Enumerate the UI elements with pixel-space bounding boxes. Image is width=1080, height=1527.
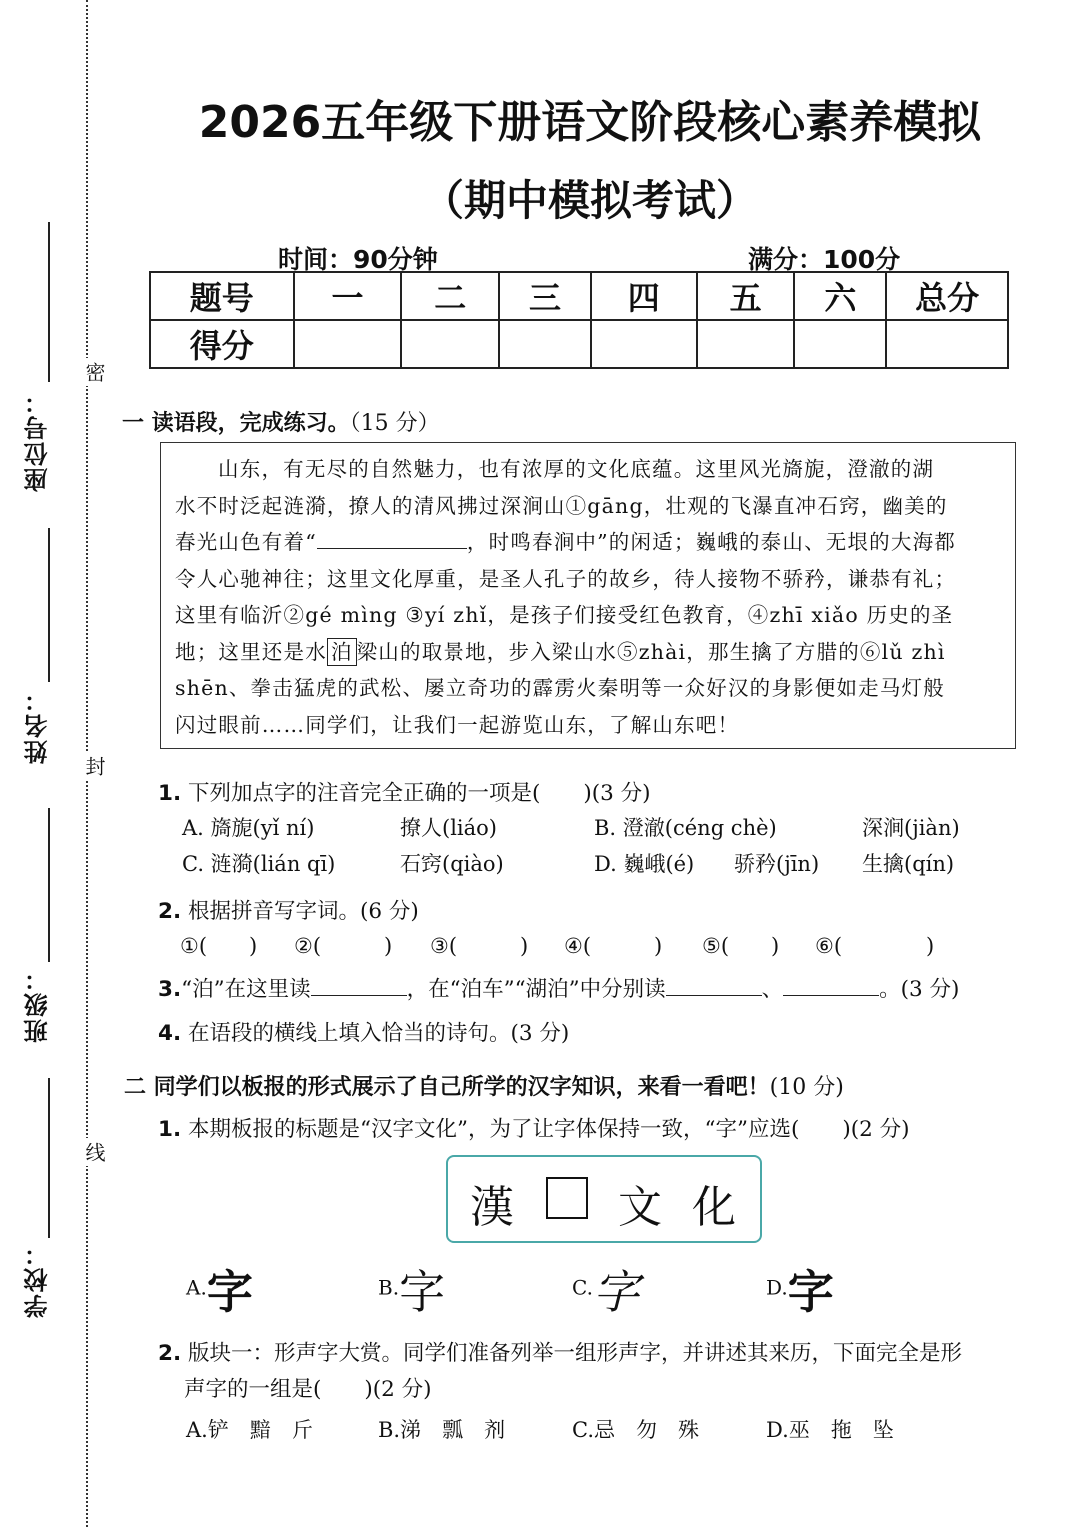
- score-row-label: 得分: [150, 320, 294, 368]
- seat-number-line[interactable]: [48, 222, 50, 382]
- option-a[interactable]: A.铲 黯 斤: [186, 1418, 313, 1442]
- question-stem: 声字的一组是( ): [184, 1377, 373, 1402]
- question-points: (3 分): [900, 977, 960, 1002]
- passage-line: 山东，有无尽的自然魅力，也有浓厚的文化底蕴。这里风光旖旎，澄澈的湖: [218, 457, 935, 481]
- exam-title: 2026五年级下册语文阶段核心素养模拟: [198, 97, 982, 148]
- score-header-cell: 四: [591, 272, 697, 320]
- answer-blank[interactable]: [783, 977, 879, 996]
- char-option-d[interactable]: [766, 1256, 834, 1322]
- question-number: 1.: [158, 1117, 182, 1142]
- name-label: 姓名：: [23, 686, 52, 764]
- binding-mark-mi: 密: [80, 358, 109, 386]
- answer-blank[interactable]: [666, 977, 762, 996]
- answer-slot-4[interactable]: ④( ): [564, 934, 663, 958]
- answer-slot-2[interactable]: ②( ): [294, 934, 393, 958]
- question-number: 2.: [158, 1341, 182, 1366]
- score-cell[interactable]: [499, 320, 591, 368]
- option-label: C.: [572, 1275, 593, 1300]
- question-2-1: [158, 1112, 910, 1143]
- section-2-heading: [124, 1070, 844, 1101]
- binding-mark-xian: 线: [80, 1138, 109, 1166]
- passage-line: 闪过眼前……同学们，让我们一起游览山东，了解山东吧！: [175, 712, 740, 737]
- option-glyph: 字: [592, 1265, 639, 1319]
- question-2-2-continued: [184, 1372, 432, 1403]
- question-stem: “泊”在这里读: [181, 977, 311, 1002]
- score-cell[interactable]: [294, 320, 402, 368]
- option-c-2: 石窍(qiào): [400, 852, 504, 876]
- section-2-title: 二 同学们以板报的形式展示了自己所学的汉字知识，来看一看吧！: [124, 1075, 770, 1100]
- seal-char-wen: 文: [618, 1182, 662, 1233]
- passage-line: shēn、拳击猛虎的武松、屡立奇功的霹雳火秦明等一众好汉的身影便如走马灯般: [175, 676, 945, 700]
- option-c-1[interactable]: C. 涟漪(lián qī): [182, 852, 336, 876]
- score-header-cell: 题号: [150, 272, 294, 320]
- score-header-cell: 一: [294, 272, 402, 320]
- passage-text: 地；这里还是水: [175, 639, 327, 664]
- score-header-cell: 五: [697, 272, 795, 320]
- section-2-points: (10 分): [769, 1075, 844, 1100]
- passage-line: 水不时泛起涟漪，撩人的清风拂过深涧山①gāng，壮观的飞瀑直冲石窍，幽美的: [175, 493, 948, 518]
- score-cell[interactable]: [697, 320, 795, 368]
- option-b-2: 深涧(jiàn): [862, 816, 960, 840]
- question-points: (2 分): [850, 1117, 910, 1142]
- question-stem: ，在“泊车”“湖泊”中分别读: [406, 977, 666, 1002]
- option-b[interactable]: B.涕 瓢 剂: [378, 1418, 506, 1442]
- question-stem: 根据拼音写字词。: [187, 899, 360, 924]
- blackboard-title-banner: [446, 1155, 762, 1243]
- passage-text: 春光山色有着“: [175, 530, 317, 554]
- passage-line: [175, 524, 1001, 561]
- class-line[interactable]: [48, 808, 50, 962]
- char-option-b[interactable]: [378, 1256, 445, 1322]
- passage-line: 这里有临沂②gé mìng ③yí zhǐ，是孩子们接受红色教育，④zhī xiǎo 历史的圣: [175, 603, 954, 627]
- question-1-1: [158, 776, 651, 807]
- school-line[interactable]: [48, 1078, 50, 1238]
- question-stem: 在语段的横线上填入恰当的诗句。: [187, 1021, 511, 1046]
- score-header-cell: 二: [401, 272, 499, 320]
- reading-passage: [160, 442, 1016, 749]
- question-2-2: [158, 1336, 1038, 1367]
- question-stem: 、: [761, 977, 784, 1002]
- question-points: (3 分): [510, 1021, 570, 1046]
- question-number: 4.: [158, 1021, 182, 1046]
- seal-char-hua: 化: [692, 1182, 736, 1233]
- option-label: A.: [186, 1275, 207, 1300]
- question-points: (2 分): [372, 1377, 432, 1402]
- score-cell[interactable]: [886, 320, 1008, 368]
- answer-slot-1[interactable]: ①( ): [180, 934, 258, 958]
- question-points: (6 分): [360, 899, 419, 924]
- score-header-cell: 六: [794, 272, 886, 320]
- option-label: D.: [766, 1275, 788, 1300]
- question-points: (3 分): [591, 781, 651, 806]
- score-cell[interactable]: [591, 320, 697, 368]
- question-number: 3.: [158, 977, 182, 1002]
- question-1-2: [158, 894, 419, 925]
- question-stem: 下列加点字的注音完全正确的一项是( ): [187, 781, 592, 806]
- question-stem: 版块一：形声字大赏。同学们准备列举一组形声字，并讲述其来历，下面完全是形: [187, 1341, 962, 1366]
- section-1-heading: [122, 406, 440, 437]
- binding-mark-feng: 封: [80, 752, 109, 780]
- option-c[interactable]: C.忌 勿 殊: [572, 1418, 699, 1442]
- option-d-2: 骄矜(jīn): [734, 852, 820, 876]
- question-number: 2.: [158, 899, 182, 924]
- answer-blank[interactable]: [311, 977, 407, 996]
- question-stem: 。: [879, 977, 901, 1002]
- passage-line: [175, 634, 1001, 671]
- question-stem: 本期板报的标题是“汉字文化”，为了让字体保持一致，“字”应选( ): [187, 1117, 851, 1142]
- question-1-4: [158, 1016, 569, 1047]
- exam-full-score: 满分：100分: [748, 245, 901, 274]
- char-option-c[interactable]: [572, 1256, 639, 1322]
- exam-time: 时间：90分钟: [278, 245, 438, 274]
- option-glyph: 字: [399, 1267, 446, 1318]
- poem-blank[interactable]: [317, 528, 467, 549]
- score-table-header-row: [150, 272, 1008, 320]
- score-cell[interactable]: [794, 320, 886, 368]
- exam-subtitle: （期中模拟考试）: [421, 176, 758, 225]
- seat-number-label: 座位号：: [23, 388, 52, 492]
- question-number: 1.: [158, 781, 182, 806]
- score-table: [149, 271, 1009, 369]
- char-option-a[interactable]: [186, 1256, 253, 1322]
- option-label: B.: [378, 1275, 400, 1300]
- answer-slot-6[interactable]: ⑥( ): [815, 934, 935, 958]
- answer-slot-3[interactable]: ③( ): [430, 934, 529, 958]
- score-cell[interactable]: [401, 320, 499, 368]
- option-a-1[interactable]: A. 旖旎(yǐ ní): [182, 816, 315, 840]
- option-glyph: 字: [787, 1265, 834, 1319]
- section-1-title: 一 读语段，完成练习。: [122, 411, 350, 436]
- option-d[interactable]: D.巫 拖 坠: [766, 1418, 894, 1442]
- passage-text: ，时鸣春涧中”的闲适；巍峨的泰山、无垠的大海都: [466, 530, 956, 554]
- school-label: 学校：: [23, 1240, 52, 1318]
- boxed-character: 泊: [327, 638, 357, 666]
- score-table-score-row: [150, 320, 1008, 368]
- score-header-cell: 三: [499, 272, 591, 320]
- passage-line: 令人心驰神往；这里文化厚重，是圣人孔子的故乡，待人接物不骄矜，谦恭有礼；: [175, 566, 957, 591]
- option-d-3: 生擒(qín): [862, 852, 955, 876]
- score-header-cell: 总分: [886, 272, 1008, 320]
- seal-char-han: 漢: [470, 1182, 514, 1233]
- name-line[interactable]: [48, 528, 50, 682]
- question-1-3: [158, 972, 959, 1003]
- answer-slot-5[interactable]: ⑤( ): [702, 934, 780, 958]
- option-b-1[interactable]: B. 澄澈(céng chè): [594, 816, 777, 840]
- missing-char-box: [546, 1177, 588, 1219]
- class-label: 班级：: [23, 965, 52, 1043]
- option-d-1[interactable]: D. 巍峨(é): [594, 852, 695, 876]
- option-a-2: 撩人(liáo): [400, 816, 497, 840]
- passage-text: 梁山的取景地，步入梁山水⑤zhài，那生擒了方腊的⑥lǔ zhì: [356, 639, 946, 664]
- option-glyph: 字: [206, 1265, 253, 1319]
- section-1-points: （15 分）: [349, 411, 440, 436]
